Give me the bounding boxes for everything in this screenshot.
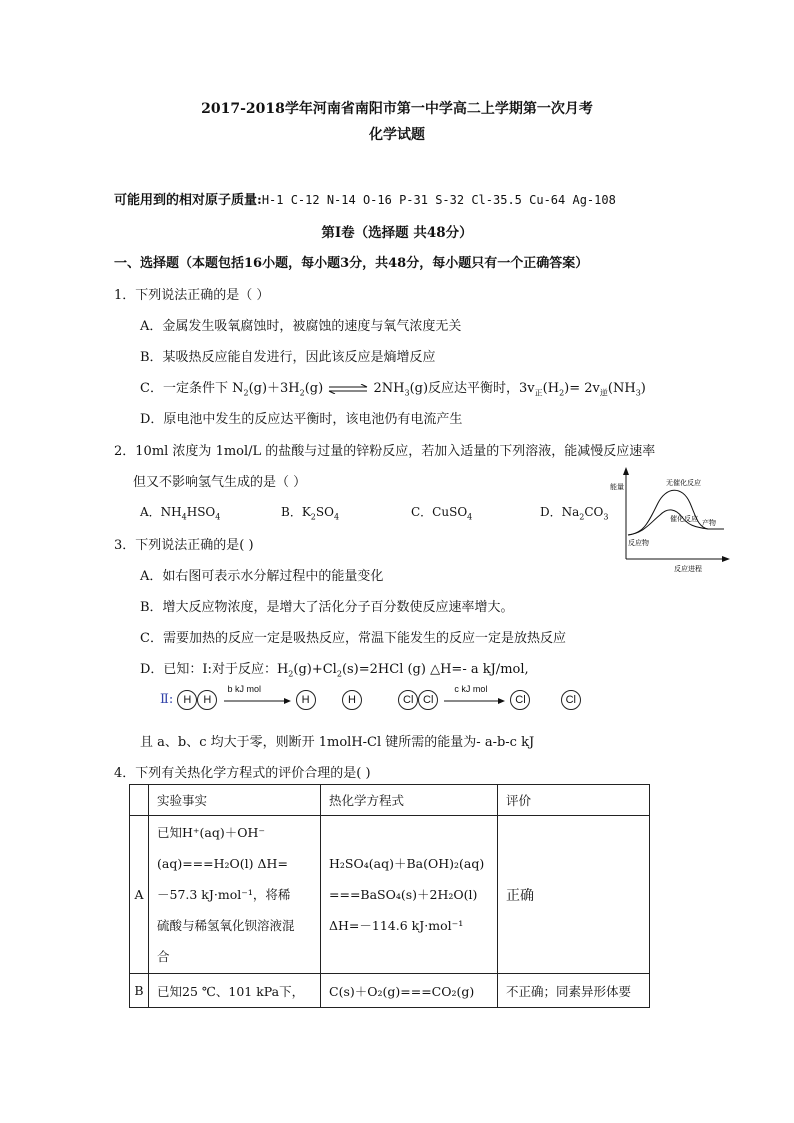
q1-option-b: B．某吸热反应能自发进行，因此该反应是熵增反应 [140,350,436,365]
cl-atom-circle: Cl [510,690,530,710]
table-header-row [130,785,650,816]
row-a-equation: H₂SO₄(aq)＋Ba(OH)₂(aq) ===BaSO₄(s)＋2H₂O(l) ΔH=－114.6 kJ·mol⁻¹ [321,816,498,974]
diagram-label-reactant: 反应物 [628,539,649,547]
energy-arrow-c: c kJ mol [442,691,506,709]
row-a-evaluation: 正确 [498,816,650,974]
cl-atom-circle: Cl [398,690,418,710]
q3-stem: 3．下列说法正确的是( ) [114,538,254,553]
row-a-fact: 已知H⁺(aq)＋OH⁻ (aq)===H₂O(l) ΔH= －57.3 kJ·mol⁻¹，将稀 硫酸与稀氢氧化钡溶液混 合 [149,816,321,974]
row-b-evaluation: 不正确；同素异形体要 [498,974,650,1008]
q3-option-c: C．需要加热的反应一定是吸热反应，常温下能发生的反应一定是放热反应 [140,631,566,646]
h-atom-circle: H [296,690,316,710]
q2-option-d: D．$Na_2CO_3$ [540,505,609,522]
q1-stem: 1．下列说法正确的是（ ） [114,288,270,303]
q3-option-d: D．已知：Ⅰ:对于反应：$H_2(g)+Cl_2(s)=2HCl$ (g) △H=- a kJ/mol, [140,662,529,679]
diagram-ylabel: 能量 [610,483,624,491]
cl-atom-circle: Cl [418,690,438,710]
table-header: 实验事实 [149,785,321,816]
diagram-label-uncatalyzed: 无催化反应 [666,479,701,487]
row-b-fact: 已知25 ℃、101 kPa下， [149,974,321,1008]
q2-stem-line1: 2．10ml 浓度为 1mol/L 的盐酸与过量的锌粉反应，若加入适量的下列溶液，能减慢反应速率 [114,444,656,459]
energy-arrow-b: b kJ mol [222,691,292,709]
exam-title: 2017-2018学年河南省南阳市第一中学高二上学期第一次月考 [201,101,593,117]
row-b-equation: C(s)＋O₂(g)===CO₂(g) [321,974,498,1008]
table-header: 评价 [498,785,650,816]
energy-diagram [604,463,734,573]
row-label: A [130,816,149,974]
evaluation-table [129,784,650,1008]
bond-scheme [160,683,581,710]
section-heading: 一、选择题（本题包括16小题，每小题3分，共48分，每小题只有一个正确答案） [114,256,589,271]
diagram-xlabel: 反应进程 [674,565,702,573]
table-row [130,816,650,974]
diagram-label-product: 产物 [702,519,716,527]
atomic-mass-label: 可能用到的相对原子质量: [114,193,262,208]
equilibrium-arrow-icon [327,384,369,394]
right-arrow-icon [442,691,506,709]
q3-condition: 且 a、b、c 均大于零，则断开 1molH-Cl 键所需的能量为- a-b-c kJ [140,735,535,750]
row-label: B [130,974,149,1008]
atomic-mass-values: H-1 C-12 N-14 O-16 P-31 S-32 Cl-35.5 Cu-64 Ag-108 [261,193,616,207]
h-atom-circle: H [197,690,217,710]
q2-option-c: C．CuSO$_4$ [411,505,473,522]
q4-stem: 4．下列有关热化学方程式的评价合理的是( ) [114,766,371,781]
exam-subtitle: 化学试题 [369,127,425,143]
table-row [130,974,650,1008]
q1-option-d: D．原电池中发生的反应达平衡时，该电池仍有电流产生 [140,412,463,427]
table-header: 热化学方程式 [321,785,498,816]
part-heading: 第Ⅰ卷（选择题 共48分） [321,225,473,241]
q2-option-b: B．$K_2SO_4$ [281,505,340,522]
cl-atom-circle: Cl [561,690,581,710]
diagram-label-catalyzed: 催化反应 [670,515,698,523]
right-arrow-icon [222,691,292,709]
q2-option-a: A．$NH_4HSO_4$ [140,505,221,522]
q1-option-a: A．金属发生吸氧腐蚀时，被腐蚀的速度与氧气浓度无关 [140,319,462,334]
h-atom-circle: H [177,690,197,710]
scheme-label-ii: Ⅱ: [160,692,174,707]
q2-stem-line2: 但又不影响氢气生成的是（ ） [133,475,307,490]
atomic-mass-line [114,189,616,208]
q3-option-a: A．如右图可表示水分解过程中的能量变化 [140,569,384,584]
h-atom-circle: H [342,690,362,710]
uncatalyzed-curve [628,490,724,535]
q3-option-b: B．增大反应物浓度，是增大了活化分子百分数使反应速率增大。 [140,600,514,615]
q1-option-c: C．一定条件下 $N_2(g)+3H_2(g)$ $2NH_3(g)$反应达平衡时，$3v_正(H_2)= 2v_逆(NH_3)$ [140,381,646,398]
